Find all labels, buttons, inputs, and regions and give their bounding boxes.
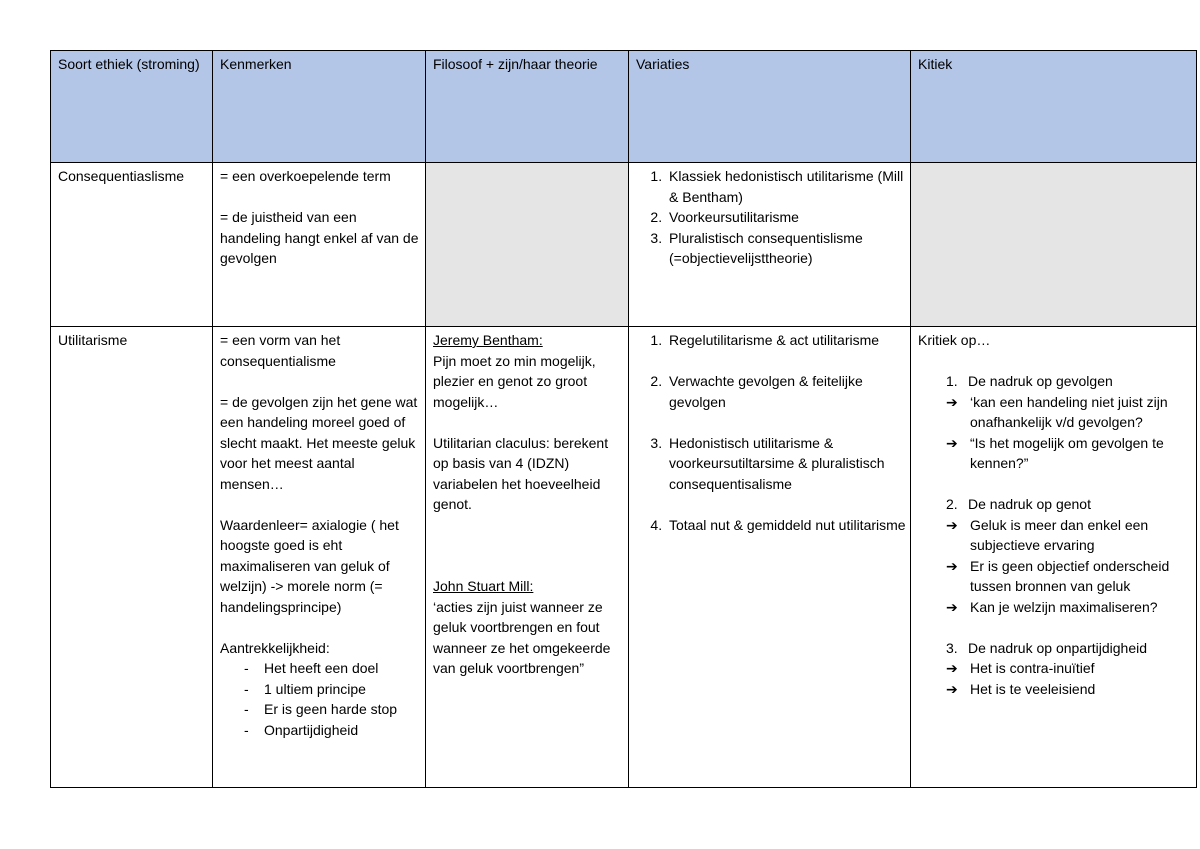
- arrow-right-icon: ➔: [946, 598, 958, 615]
- philosopher-theory-text: Pijn moet zo min mogelijk, plezier en genot zo groot mogelijk…: [433, 352, 596, 410]
- list-item: 1. Regelutilitarisme & act utilitarisme: [666, 330, 906, 351]
- list-item: ➔ Kan je welzijn maximaliseren?: [918, 597, 1192, 618]
- ethics-table: [50, 50, 1197, 788]
- list-item: ➔ Het is te veeleisiend: [918, 679, 1192, 700]
- list-item: ➔ ‘kan een handeling niet juist zijn onafhankelijk v/d gevolgen?: [946, 393, 1168, 430]
- list-item: ➔ Het is contra-inuïtief: [918, 658, 1192, 679]
- cell-kritiek-consequentialisme-empty: [911, 163, 1197, 327]
- cell-kenmerken-consequentialisme: [213, 163, 426, 327]
- arrow-right-icon: ➔: [946, 393, 958, 410]
- arrow-right-icon: ➔: [946, 660, 958, 676]
- list-item: 4. Totaal nut & gemiddeld nut utilitarisme: [666, 515, 906, 536]
- list-item: ➔ Er is geen objectief onderscheid tussen bronnen van geluk: [946, 557, 1170, 594]
- kenmerk-text: = een vorm van het consequentialisme: [220, 332, 341, 369]
- arrow-right-icon: ➔: [946, 557, 958, 574]
- header-soort-ethiek: Soort ethiek (stroming): [51, 51, 213, 163]
- kenmerk-text: = de gevolgen zijn het gene wat een handeling moreel goed of slecht maakt. Het meeste geluk voor het meest aantal mensen…: [220, 393, 418, 492]
- kritiek-list: [918, 658, 1192, 699]
- kritiek-title: 1. De nadruk op gevolgen: [918, 371, 1192, 392]
- list-item: 3. Hedonistisch utilitarisme & voorkeursutiltarsime & pluralistisch consequentisalisme: [666, 433, 906, 495]
- kritiek-list: [918, 392, 1192, 474]
- philosopher-name-bentham: Jeremy Bentham:: [433, 332, 543, 348]
- cell-kritiek-utilitarisme: [911, 327, 1197, 788]
- table-row-utilitarisme: [51, 327, 1197, 788]
- list-item: - Onpartijdigheid: [220, 720, 421, 741]
- cell-kenmerken-utilitarisme: [213, 327, 426, 788]
- philosopher-name-mill: John Stuart Mill:: [433, 578, 534, 594]
- list-item: - Er is geen harde stop: [220, 699, 421, 720]
- arrow-right-icon: ➔: [946, 680, 958, 697]
- kenmerk-text: Waardenleer= axialogie ( het hoogste goed is eht maximaliseren van geluk of welzijn) -> morele norm (= handelingsprincipe): [220, 516, 399, 615]
- kritiek-number: 1.: [946, 373, 958, 389]
- list-item: 2. Verwachte gevolgen & feitelijke gevolgen: [666, 371, 906, 412]
- arrow-right-icon: ➔: [946, 434, 958, 451]
- kenmerk-text: = een overkoepelende term: [220, 168, 391, 184]
- list-item: 1. Klassiek hedonistisch utilitarisme (Mill & Bentham): [666, 166, 906, 207]
- list-item: - 1 ultiem principe: [220, 679, 421, 700]
- table-row-consequentialisme: [51, 163, 1197, 327]
- header-filosoof: Filosoof + zijn/haar theorie: [426, 51, 629, 163]
- cell-variaties-utilitarisme: [629, 327, 911, 788]
- kritiek-intro: Kritiek op…: [918, 332, 991, 348]
- calculus-text: Utilitarian claculus: berekent op basis van 4 (IDZN) variabelen het hoeveelheid genot.: [433, 434, 609, 512]
- kritiek-title: 3. De nadruk op onpartijdigheid: [918, 638, 1192, 659]
- philosopher-theory-text: ‘acties zijn juist wanneer ze geluk voortbrengen en fout wanneer ze het omgekeerde van geluk voortbrengen”: [433, 598, 611, 676]
- list-item: ➔ Geluk is meer dan enkel een subjectieve ervaring: [946, 516, 1149, 553]
- row-label-consequentialisme: Consequentiaslisme: [51, 163, 213, 327]
- kritiek-number: 3.: [946, 639, 958, 656]
- cell-filosoof-consequentialisme-empty: [426, 163, 629, 327]
- list-item: 3. Pluralistisch consequentislisme (=objectievelijsttheorie): [666, 228, 906, 269]
- arrow-right-icon: ➔: [946, 516, 958, 533]
- kenmerk-text: = de juistheid van een handeling hangt enkel af van de gevolgen: [220, 209, 419, 266]
- list-item: - Het heeft een doel: [220, 658, 421, 679]
- row-label-utilitarisme: Utilitarisme: [51, 327, 213, 788]
- kritiek-number: 2.: [946, 496, 958, 512]
- variaties-list: [636, 166, 906, 269]
- aantrekkelijkheid-list: [220, 658, 421, 740]
- cell-filosoof-utilitarisme: [426, 327, 629, 788]
- header-kenmerken: Kenmerken: [213, 51, 426, 163]
- list-item: 2. Voorkeursutilitarisme: [666, 207, 906, 228]
- header-kritiek: Kitiek: [911, 51, 1197, 163]
- variaties-list: [636, 330, 906, 535]
- list-item: ➔ “Is het mogelijk om gevolgen te kennen?”: [946, 434, 1164, 471]
- kritiek-list: [918, 515, 1192, 618]
- table-header-row: [51, 51, 1197, 163]
- aantrekkelijkheid-label: Aantrekkelijkheid:: [220, 639, 330, 656]
- header-variaties: Variaties: [629, 51, 911, 163]
- cell-variaties-consequentialisme: [629, 163, 911, 327]
- kritiek-title: 2. De nadruk op genot: [918, 494, 1192, 515]
